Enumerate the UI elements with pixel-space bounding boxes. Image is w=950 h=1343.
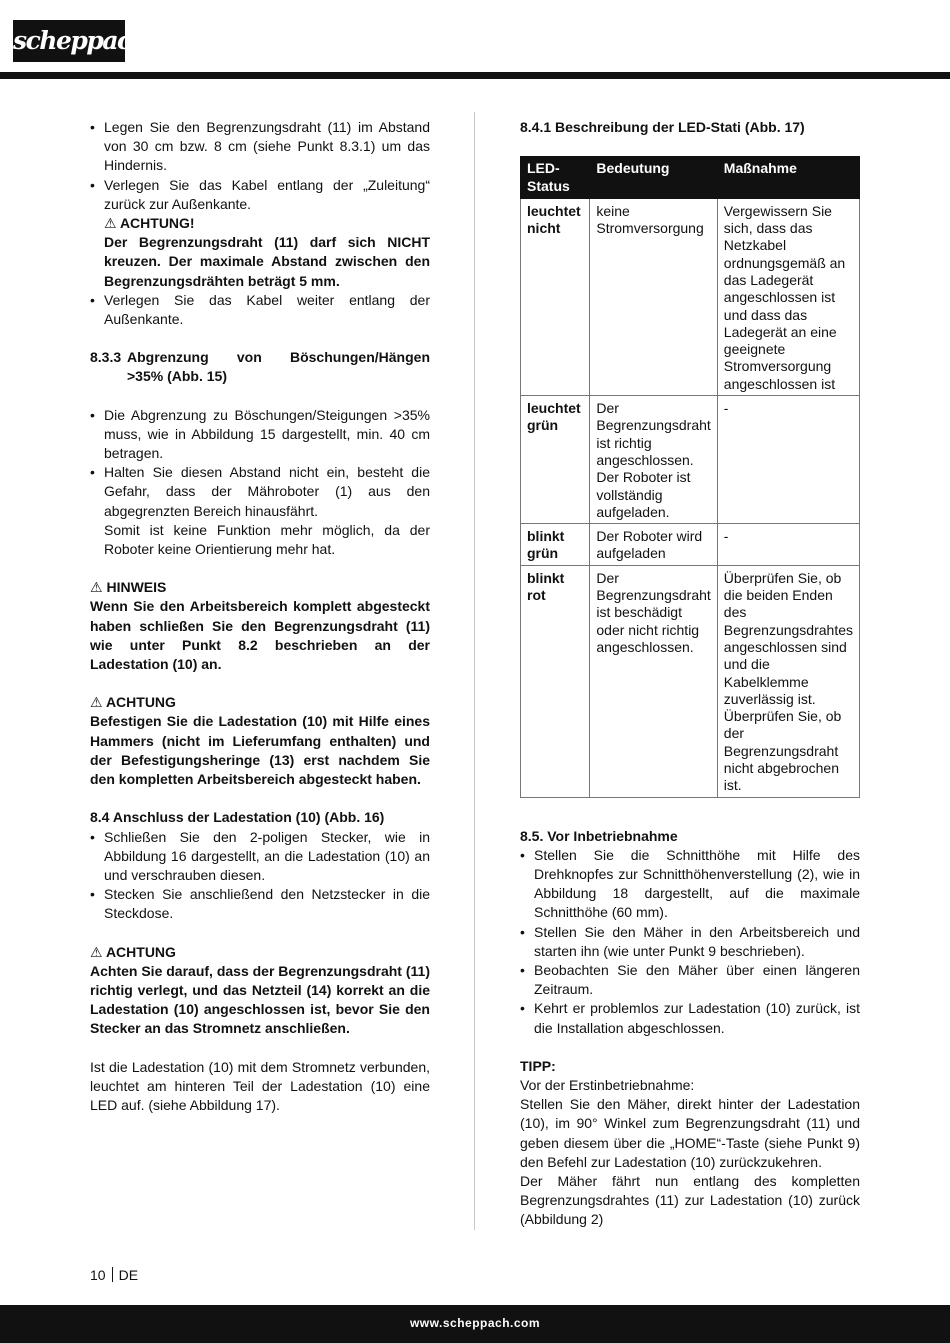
bullet-list-1 bbox=[90, 118, 430, 214]
section-heading-8-3-3-cont: >35% (Abb. 15) bbox=[127, 368, 227, 385]
notice-heading: ⚠ HINWEIS bbox=[90, 579, 167, 596]
warning-icon: ⚠ bbox=[90, 694, 103, 711]
warning-icon: ⚠ bbox=[90, 943, 103, 960]
list-item: • Legen Sie den Begrenzungsdraht (11) im Abstand von 30 cm bzw. 8 cm (siehe Punkt 8.3.1) um das Hindernis. bbox=[90, 118, 430, 176]
warning-heading-2: ⚠ ACHTUNG bbox=[90, 694, 176, 711]
tip-line-1: Vor der Erstinbetriebnahme: bbox=[520, 1077, 695, 1094]
warning-title: ACHTUNG! bbox=[119, 215, 195, 232]
brand-logo: scheppach bbox=[13, 20, 125, 62]
led-status-table bbox=[520, 156, 860, 797]
warning-icon: ⚠ bbox=[90, 579, 103, 596]
right-column bbox=[520, 118, 860, 1230]
table-cell: blinkt grün bbox=[521, 524, 590, 566]
table-header-cell: Maßnahme bbox=[717, 157, 859, 199]
divider bbox=[112, 1267, 113, 1282]
table-cell: blinkt rot bbox=[521, 565, 590, 797]
table-row bbox=[521, 565, 860, 797]
table-row bbox=[521, 524, 860, 566]
footer-url[interactable]: www.scheppach.com bbox=[409, 1316, 541, 1330]
bullet-list-5 bbox=[520, 846, 860, 1038]
list-item: • Halten Sie diesen Abstand nicht ein, besteht die Gefahr, dass der Mähroboter (1) aus den abgegrenzten Bereich hinausfährt. bbox=[90, 463, 430, 521]
warning-text-2: Befestigen Sie die Ladestation (10) mit Hilfe eines Hammers (nicht im Lieferumfang enthalten) und der Befestigungsheringe (13) erst nachdem Sie den kompletten Arbeitsbereich abgesteckt haben. bbox=[90, 713, 430, 788]
table-row bbox=[521, 396, 860, 524]
list-item: • Verlegen Sie das Kabel entlang der „Zuleitung“ zurück zur Außenkante. bbox=[90, 176, 430, 214]
table-cell: leuchtet nicht bbox=[521, 198, 590, 395]
list-item: • Stellen Sie den Mäher in den Arbeitsbereich und starten ihn (wie unter Punkt 9 beschrieben). bbox=[520, 923, 860, 961]
list-item: • Kehrt er problemlos zur Ladestation (10) zurück, ist die Installation abgeschlossen. bbox=[520, 999, 860, 1037]
section-heading-8-4: 8.4 Anschluss der Ladestation (10) (Abb. 16) bbox=[90, 809, 385, 826]
table-cell: Vergewissern Sie sich, dass das Netzkabel ordnungsgemäß an das Ladegerät angeschlossen ist und dass das Ladegerät an eine geeignete Stromversorgung angeschlossen ist bbox=[717, 198, 859, 395]
list-item: • Stellen Sie die Schnitthöhe mit Hilfe des Drehknopfes zur Schnitthöhenverstellung (2), wie in Abbildung 18 dargestellt, auf die maximale Schnitthöhe (60 mm). bbox=[520, 846, 860, 923]
tip-line-2: Stellen Sie den Mäher, direkt hinter der Ladestation (10), im 90° Winkel zum Begrenzungsdraht (11) und geben diesem über die „HOME“-Taste (siehe Punkt 9) den Befehl zur Ladestation (10) zurückzukehren. bbox=[520, 1096, 860, 1170]
list-item: • Stecken Sie anschließend den Netzstecker in die Steckdose. bbox=[90, 885, 430, 923]
tip-heading: TIPP: bbox=[520, 1057, 556, 1074]
list-item: • Beobachten Sie den Mäher über einen längeren Zeitraum. bbox=[520, 961, 860, 999]
table-cell: keine Stromversorgung bbox=[590, 198, 717, 395]
section-heading-8-3-3: 8.3.3 Abgrenzung von Böschungen/Hängen bbox=[90, 349, 430, 366]
warning-text: Der Begrenzungsdraht (11) darf sich NICHT kreuzen. Der maximale Abstand zwischen den Begrenzungsdrähten beträgt 5 mm. bbox=[104, 234, 430, 289]
table-cell: Überprüfen Sie, ob die beiden Enden des Begrenzungsdrahtes angeschlossen sind und die Kabelklemme zuverlässig ist. Überprüfen Sie, ob der Begrenzungsdraht nicht abgebrochen ist. bbox=[717, 565, 859, 797]
table-header-row bbox=[521, 157, 860, 199]
page-number: 10 DE bbox=[90, 1267, 139, 1283]
table-cell: Der Roboter wird aufgeladen bbox=[590, 524, 717, 566]
warning-heading-3: ⚠ ACHTUNG bbox=[90, 943, 176, 960]
list-item: • Verlegen Sie das Kabel weiter entlang der Außenkante. bbox=[90, 291, 430, 329]
section-heading-8-4-1: 8.4.1 Beschreibung der LED-Stati (Abb. 17) bbox=[520, 119, 805, 135]
section-heading-8-5: 8.5. Vor Inbetriebnahme bbox=[520, 827, 678, 844]
tip-line-3: Der Mäher fährt nun entlang des kompletten Begrenzungsdrahtes (11) zur Ladestation (10) zurück (Abbildung 2) bbox=[520, 1173, 860, 1228]
paragraph-led-info: Ist die Ladestation (10) mit dem Stromnetz verbunden, leuchtet am hinteren Teil der Ladestation (10) eine LED auf. (siehe Abbildung 17). bbox=[90, 1058, 430, 1113]
notice-text: Wenn Sie den Arbeitsbereich komplett abgesteckt haben schließen Sie den Begrenzungsdraht (11) wie unter Punkt 8.2 beschrieben an der Ladestation (10) an. bbox=[90, 598, 430, 673]
table-cell: Der Begrenzungsdraht ist richtig angeschlossen. Der Roboter ist vollständig aufgeladen. bbox=[590, 396, 717, 524]
list-item: • Schließen Sie den 2-poligen Stecker, wie in Abbildung 16 dargestellt, an die Ladestation (10) an und verschrauben diesen. bbox=[90, 828, 430, 886]
warning-text-3: Achten Sie darauf, dass der Begrenzungsdraht (11) richtig verlegt, und das Netzteil (14) korrekt an die Ladestation (10) angeschlossen ist, bevor Sie den Stecker an das Stromnetz anschließen. bbox=[90, 962, 430, 1037]
header-rule bbox=[0, 72, 950, 79]
table-header-cell: LED-Status bbox=[521, 157, 590, 199]
table-row bbox=[521, 198, 860, 395]
table-cell: leuchtet grün bbox=[521, 396, 590, 524]
table-cell: Der Begrenzungsdraht ist beschädigt oder nicht richtig angeschlossen. bbox=[590, 565, 717, 797]
column-divider bbox=[474, 112, 475, 1230]
footer-url-bar bbox=[0, 1305, 950, 1343]
warning-block-1 bbox=[90, 214, 430, 291]
bullet-list-3 bbox=[90, 406, 430, 521]
list-item-continuation: Somit ist keine Funktion mehr möglich, da der Roboter keine Orientierung mehr hat. bbox=[104, 521, 430, 558]
table-header-cell: Bedeutung bbox=[590, 157, 717, 199]
warning-icon: ⚠ bbox=[104, 215, 117, 232]
bullet-list-2 bbox=[90, 291, 430, 329]
left-column bbox=[90, 118, 430, 1115]
table-cell: - bbox=[717, 524, 859, 566]
list-item: • Die Abgrenzung zu Böschungen/Steigungen >35% muss, wie in Abbildung 15 dargestellt, min. 40 cm betragen. bbox=[90, 406, 430, 464]
table-cell: - bbox=[717, 396, 859, 524]
bullet-list-4 bbox=[90, 828, 430, 924]
